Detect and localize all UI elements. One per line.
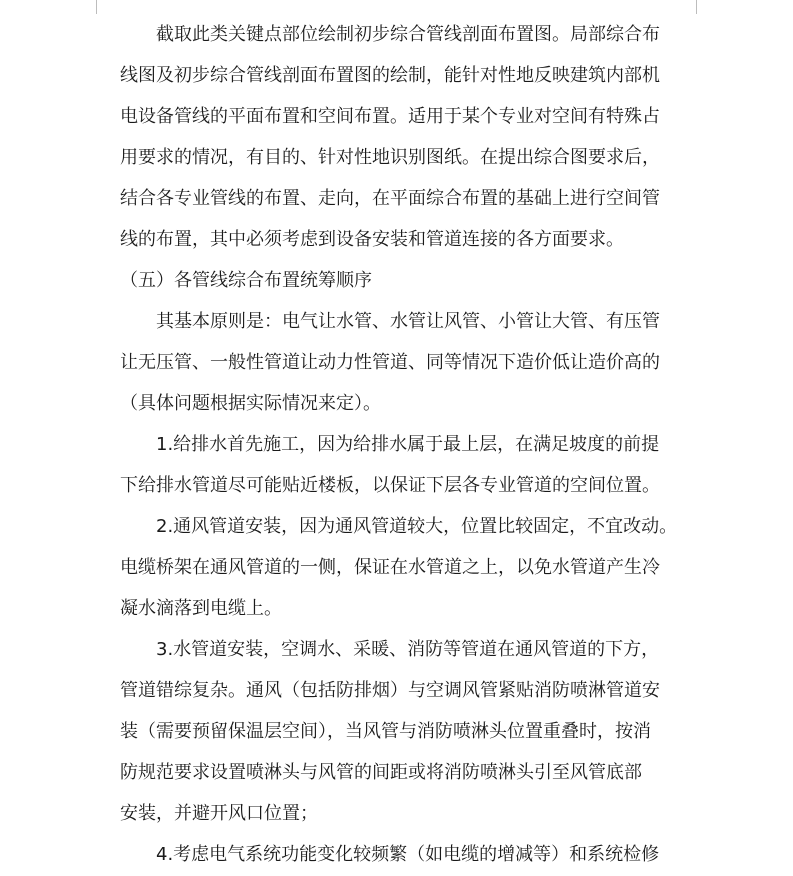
- text-line: （具体问题根据实际情况来定）。: [120, 393, 381, 414]
- text-line: 电缆桥架在通风管道的一侧，保证在水管道之上，以免水管道产生冷: [120, 557, 660, 578]
- text-line: 其基本原则是：电气让水管、水管让风管、小管让大管、有压管: [156, 311, 660, 332]
- text-line: 电设备管线的平面布置和空间布置。适用于某个专业对空间有特殊占: [120, 106, 660, 127]
- text-line: 管道错综复杂。通风（包括防排烟）与空调风管紧贴消防喷淋管道安: [120, 680, 660, 701]
- text-line: 4.考虑电气系统功能变化较频繁（如电缆的增减等）和系统检修: [156, 844, 660, 865]
- text-line: 结合各专业管线的布置、走向，在平面综合布置的基础上进行空间管: [120, 188, 660, 209]
- text-line: 下给排水管道尽可能贴近楼板，以保证下层各专业管道的空间位置。: [120, 475, 660, 496]
- text-line: 凝水滴落到电缆上。: [120, 598, 282, 619]
- text-line: 安装，并避开风口位置；: [120, 803, 318, 824]
- text-line: 2.通风管道安装，因为通风管道较大，位置比较固定，不宜改动。: [156, 516, 678, 537]
- document-page: [120, 14, 680, 875]
- text-line: 1.给排水首先施工，因为给排水属于最上层，在满足坡度的前提: [156, 434, 660, 455]
- text-line: 3.水管道安装，空调水、采暖、消防等管道在通风管道的下方，: [156, 639, 660, 660]
- text-line: 让无压管、一般性管道让动力性管道、同等情况下造价低让造价高的: [120, 352, 660, 373]
- text-line: 防规范要求设置喷淋头与风管的间距或将消防喷淋头引至风管底部: [120, 762, 642, 783]
- text-line: 用要求的情况，有目的、针对性地识别图纸。在提出综合图要求后，: [120, 147, 660, 168]
- text-line: 线的布置，其中必须考虑到设备安装和管道连接的各方面要求。: [120, 229, 624, 250]
- page-corner-mark-left: [96, 0, 97, 14]
- text-line: 线图及初步综合管线剖面布置图的绘制，能针对性地反映建筑内部机: [120, 65, 660, 86]
- section-heading: （五）各管线综合布置统筹顺序: [120, 270, 372, 291]
- text-line: 装（需要预留保温层空间），当风管与消防喷淋头位置重叠时，按消: [120, 721, 651, 742]
- page-corner-mark-right: [696, 0, 697, 14]
- text-line: 截取此类关键点部位绘制初步综合管线剖面布置图。局部综合布: [156, 24, 660, 45]
